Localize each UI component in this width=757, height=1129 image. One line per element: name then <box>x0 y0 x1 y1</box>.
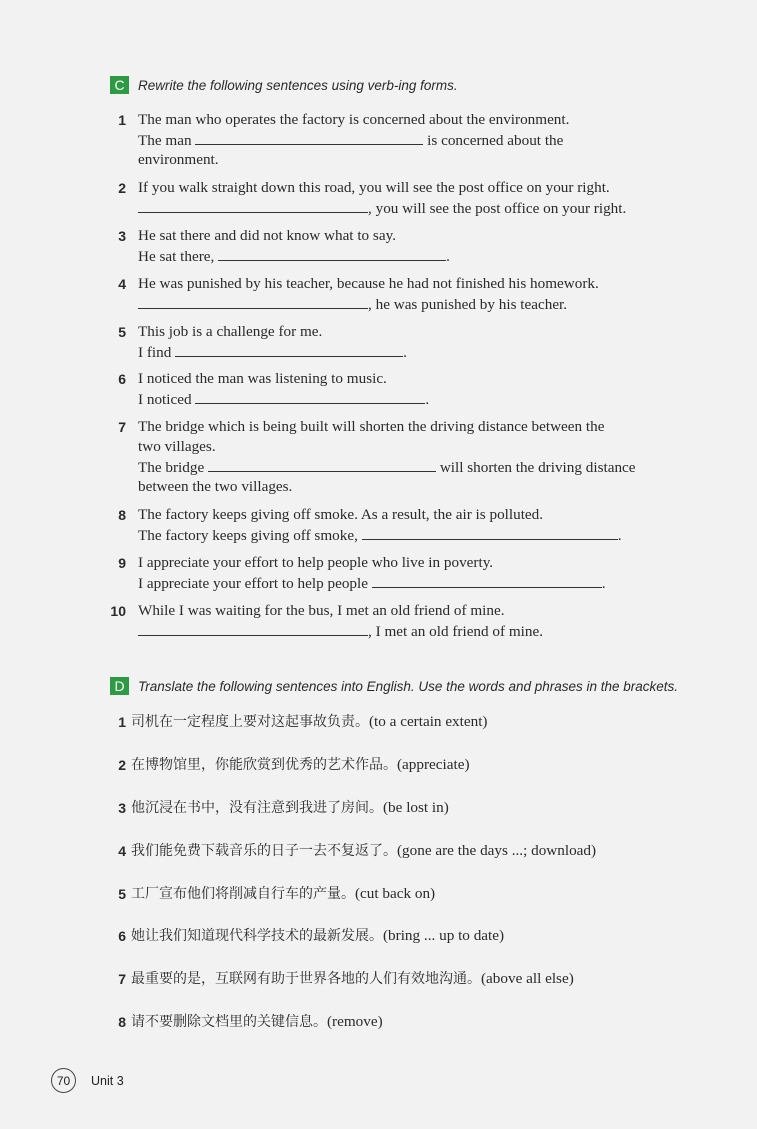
rewrite-suffix: , you will see the post office on your right. <box>368 200 627 217</box>
answer-blank[interactable] <box>372 573 602 588</box>
rewrite-line <box>138 573 606 594</box>
chinese-sentence <box>131 712 487 732</box>
item-number: 8 <box>118 507 126 523</box>
rewrite-prefix: I find <box>138 344 172 361</box>
rewrite-suffix: , he was punished by his teacher. <box>368 296 568 313</box>
answer-blank[interactable] <box>138 198 368 213</box>
rewrite-line <box>138 342 407 363</box>
section-c-badge: C <box>110 76 129 94</box>
chinese-sentence <box>131 926 504 946</box>
original-sentence: I appreciate your effort to help people who live in poverty. <box>138 554 494 571</box>
rewrite-suffix: . <box>617 527 622 544</box>
bracket-hint: (appreciate) <box>397 756 470 773</box>
rewrite-prefix: The man <box>138 132 192 149</box>
section-d-badge: D <box>110 677 129 695</box>
item-number: 6 <box>118 371 126 387</box>
chinese-sentence <box>131 1012 383 1032</box>
rewrite-prefix: He sat there, <box>138 248 215 265</box>
chinese-text: 工厂宣布他们将削减自行车的产量。 <box>131 886 355 902</box>
rewrite-suffix: , I met an old friend of mine. <box>368 623 544 640</box>
unit-label: Unit 3 <box>91 1073 124 1088</box>
bracket-hint: (cut back on) <box>355 885 436 902</box>
chinese-text: 她让我们知道现代科学技术的最新发展。 <box>131 928 383 944</box>
item-number: 1 <box>118 714 126 730</box>
section-d-instruction: Translate the following sentences into English. Use the words and phrases in the brackets. <box>138 678 679 694</box>
rewrite-prefix: The factory keeps giving off smoke, <box>138 527 358 544</box>
bracket-hint: (bring ... up to date) <box>383 927 505 944</box>
item-number: 5 <box>118 324 126 340</box>
original-continuation: two villages. <box>138 438 216 455</box>
item-number: 4 <box>118 843 126 859</box>
chinese-text: 司机在一定程度上要对这起事故负责。 <box>131 714 369 730</box>
original-sentence: This job is a challenge for me. <box>138 323 323 340</box>
chinese-sentence <box>131 969 574 989</box>
rewrite-line <box>138 130 563 151</box>
original-sentence: If you walk straight down this road, you will see the post office on your right. <box>138 179 610 196</box>
chinese-text: 请不要删除文档里的关键信息。 <box>131 1014 327 1030</box>
bracket-hint: (remove) <box>327 1013 383 1030</box>
rewrite-line <box>138 246 450 267</box>
chinese-text: 他沉浸在书中，没有注意到我进了房间。 <box>131 800 383 816</box>
original-sentence: The man who operates the factory is concerned about the environment. <box>138 111 570 128</box>
rewrite-prefix: I noticed <box>138 391 192 408</box>
rewrite-suffix: will shorten the driving distance <box>439 459 636 476</box>
item-number: 10 <box>110 603 126 619</box>
section-d-header <box>110 677 678 695</box>
answer-blank[interactable] <box>208 457 436 472</box>
rewrite-line <box>138 621 543 642</box>
chinese-sentence <box>131 755 470 775</box>
item-number: 5 <box>118 886 126 902</box>
original-sentence: I noticed the man was listening to music. <box>138 370 387 387</box>
answer-blank[interactable] <box>175 342 403 357</box>
chinese-sentence <box>131 884 435 904</box>
original-sentence: The factory keeps giving off smoke. As a result, the air is polluted. <box>138 506 544 523</box>
item-number: 3 <box>118 228 126 244</box>
item-number: 6 <box>118 928 126 944</box>
rewrite-line <box>138 389 429 410</box>
bracket-hint: (above all else) <box>481 970 574 987</box>
original-sentence: While I was waiting for the bus, I met an old friend of mine. <box>138 602 505 619</box>
rewrite-suffix: . <box>601 575 606 592</box>
answer-blank[interactable] <box>138 621 368 636</box>
page-number: 70 <box>51 1068 76 1093</box>
answer-blank[interactable] <box>218 246 446 261</box>
section-c-instruction: Rewrite the following sentences using verb-ing forms. <box>138 77 458 93</box>
original-sentence: The bridge which is being built will shorten the driving distance between the <box>138 418 605 435</box>
chinese-sentence <box>131 798 449 818</box>
page-footer <box>51 1068 124 1093</box>
section-c-header <box>110 76 458 94</box>
rewrite-continuation: environment. <box>138 151 219 168</box>
rewrite-prefix: The bridge <box>138 459 205 476</box>
rewrite-suffix: is concerned about the <box>427 132 564 149</box>
answer-blank[interactable] <box>362 525 618 540</box>
rewrite-suffix: . <box>403 344 407 361</box>
bracket-hint: (be lost in) <box>383 799 449 816</box>
original-sentence: He sat there and did not know what to say. <box>138 227 396 244</box>
rewrite-prefix: I appreciate your effort to help people <box>138 575 368 592</box>
item-number: 7 <box>118 419 126 435</box>
answer-blank[interactable] <box>195 389 425 404</box>
chinese-sentence <box>131 841 596 861</box>
rewrite-line <box>138 457 636 478</box>
item-number: 2 <box>118 757 126 773</box>
item-number: 8 <box>118 1014 126 1030</box>
answer-blank[interactable] <box>138 294 368 309</box>
chinese-text: 我们能免费下载音乐的日子一去不复返了。 <box>131 843 397 859</box>
original-sentence: He was punished by his teacher, because he had not finished his homework. <box>138 275 599 292</box>
answer-blank[interactable] <box>195 130 423 145</box>
item-number: 3 <box>118 800 126 816</box>
rewrite-suffix: . <box>425 391 430 408</box>
rewrite-line <box>138 198 626 219</box>
rewrite-suffix: . <box>446 248 450 265</box>
rewrite-line <box>138 525 621 546</box>
bracket-hint: (to a certain extent) <box>369 713 488 730</box>
item-number: 1 <box>118 112 126 128</box>
rewrite-line <box>138 294 567 315</box>
chinese-text: 在博物馆里，你能欣赏到优秀的艺术作品。 <box>131 757 397 773</box>
item-number: 7 <box>118 971 126 987</box>
rewrite-continuation: between the two villages. <box>138 478 293 495</box>
item-number: 4 <box>118 276 126 292</box>
chinese-text: 最重要的是，互联网有助于世界各地的人们有效地沟通。 <box>131 971 481 987</box>
item-number: 9 <box>118 555 126 571</box>
bracket-hint: (gone are the days ...; download) <box>397 842 597 859</box>
item-number: 2 <box>118 180 126 196</box>
